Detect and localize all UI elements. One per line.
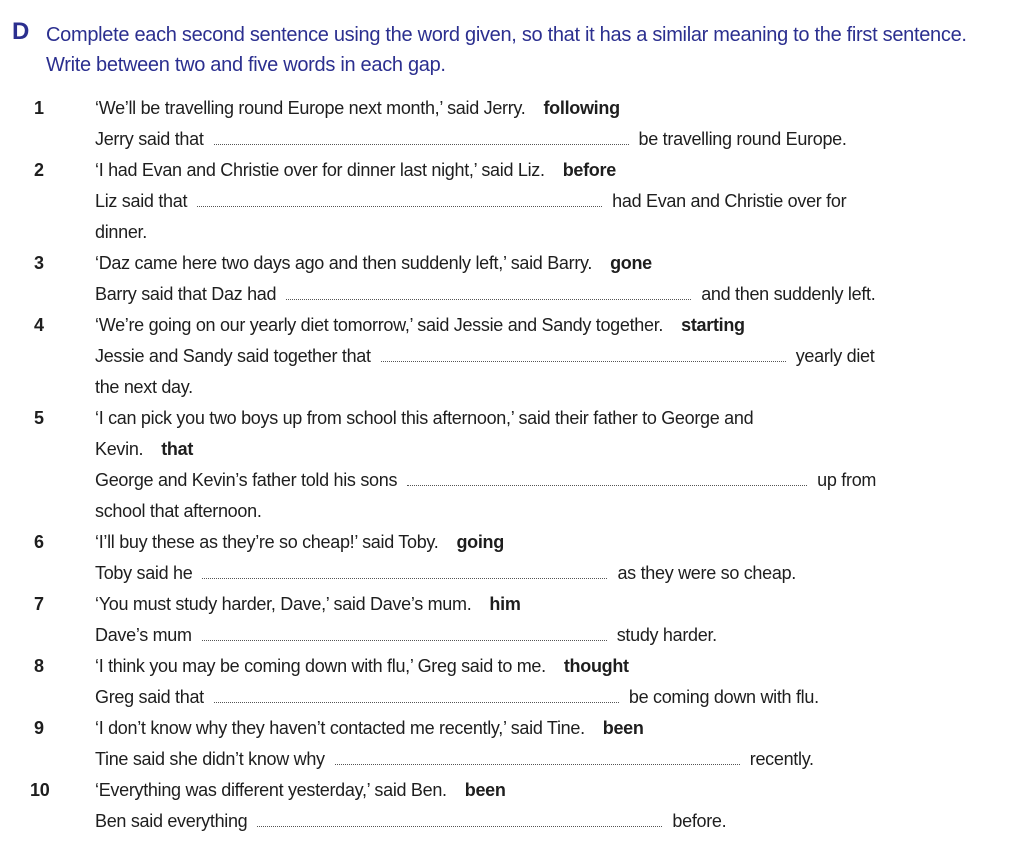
sentence-continuation: dinner. [95,222,147,242]
answer-gap[interactable] [257,806,662,827]
item-number: 10 [30,780,50,800]
item-10-quote-line [0,775,1024,806]
answer-gap[interactable] [381,341,786,362]
item-6-answer-line [0,558,1024,589]
item-number: 7 [34,594,44,614]
keyword: been [464,780,506,800]
item-number: 2 [34,160,44,180]
keyword: him [489,594,521,614]
item-4-answer-line [0,341,1024,372]
keyword: before [562,160,616,180]
keyword: starting [681,315,745,335]
answer-gap[interactable] [335,744,740,765]
item-number: 6 [34,532,44,552]
sentence-end: recently. [749,749,814,769]
item-6-quote-line [0,527,1024,558]
quote: ‘You must study harder, Dave,’ said Dave’s mum. [95,594,472,614]
keyword: gone [610,253,652,273]
sentence-start: Greg said that [95,687,204,707]
instructions: Complete each second sentence using the word given, so that it has a similar meaning to the first sentence. Write between two and five words in each gap. [46,24,967,76]
item-number: 4 [34,315,44,335]
item-2-quote-line [0,155,1024,186]
sentence-end: study harder. [616,625,717,645]
item-7-quote-line [0,589,1024,620]
sentence-start: Liz said that [95,191,188,211]
keyword: been [602,718,644,738]
item-number: 5 [34,408,44,428]
item-number: 3 [34,253,44,273]
quote: ‘I think you may be coming down with flu,’ Greg said to me. [95,656,546,676]
item-5-quote-line [0,403,1024,434]
item-number: 1 [34,98,44,118]
quote: ‘I can pick you two boys up from school this afternoon,’ said their father to George and [95,408,754,428]
sentence-end: had Evan and Christie over for [612,191,847,211]
item-3-quote-line [0,248,1024,279]
sentence-start: George and Kevin’s father told his sons [95,470,398,490]
sentence-start: Dave’s mum [95,625,192,645]
item-4-quote-line [0,310,1024,341]
answer-gap[interactable] [407,465,807,486]
sentence-continuation: school that afternoon. [95,501,262,521]
item-4-continuation [0,372,1024,403]
item-5-answer-line [0,465,1024,496]
item-5-quote-continuation [0,434,1024,465]
sentence-start: Ben said everything [95,811,248,831]
item-8-answer-line [0,682,1024,713]
item-7-answer-line [0,620,1024,651]
item-2-answer-line [0,186,1024,217]
quote: ‘Daz came here two days ago and then suddenly left,’ said Barry. [95,253,593,273]
answer-gap[interactable] [202,558,607,579]
item-5-continuation [0,496,1024,527]
quote-continuation: Kevin. [95,439,144,459]
sentence-start: Toby said he [95,563,193,583]
answer-gap[interactable] [202,620,607,641]
sentence-end: be travelling round Europe. [638,129,847,149]
sentence-end: as they were so cheap. [617,563,796,583]
item-1-quote-line [0,93,1024,124]
quote: ‘I don’t know why they haven’t contacted me recently,’ said Tine. [95,718,585,738]
sentence-end: and then suddenly left. [701,284,876,304]
answer-gap[interactable] [214,682,619,703]
sentence-start: Jessie and Sandy said together that [95,346,371,366]
sentence-end: be coming down with flu. [628,687,819,707]
quote: ‘Everything was different yesterday,’ said Ben. [95,780,447,800]
sentence-end: yearly diet [795,346,875,366]
sentence-start: Jerry said that [95,129,204,149]
answer-gap[interactable] [197,186,602,207]
sentence-start: Tine said she didn’t know why [95,749,325,769]
exercise-items [0,93,1024,837]
keyword: following [543,98,620,118]
item-number: 8 [34,656,44,676]
item-2-continuation [0,217,1024,248]
quote: ‘I’ll buy these as they’re so cheap!’ said Toby. [95,532,439,552]
quote: ‘We’re going on our yearly diet tomorrow,’ said Jessie and Sandy together. [95,315,664,335]
sentence-end: before. [672,811,727,831]
keyword: going [456,532,504,552]
item-9-answer-line [0,744,1024,775]
item-8-quote-line [0,651,1024,682]
answer-gap[interactable] [214,124,629,145]
section-letter: D [12,18,30,45]
item-10-answer-line [0,806,1024,837]
item-number: 9 [34,718,44,738]
keyword: that [161,439,194,459]
keyword: thought [563,656,629,676]
sentence-end: up from [817,470,877,490]
item-9-quote-line [0,713,1024,744]
quote: ‘I had Evan and Christie over for dinner last night,’ said Liz. [95,160,545,180]
sentence-start: Barry said that Daz had [95,284,277,304]
item-3-answer-line [0,279,1024,310]
quote: ‘We’ll be travelling round Europe next month,’ said Jerry. [95,98,526,118]
answer-gap[interactable] [286,279,691,300]
sentence-continuation: the next day. [95,377,193,397]
item-1-answer-line [0,124,1024,155]
